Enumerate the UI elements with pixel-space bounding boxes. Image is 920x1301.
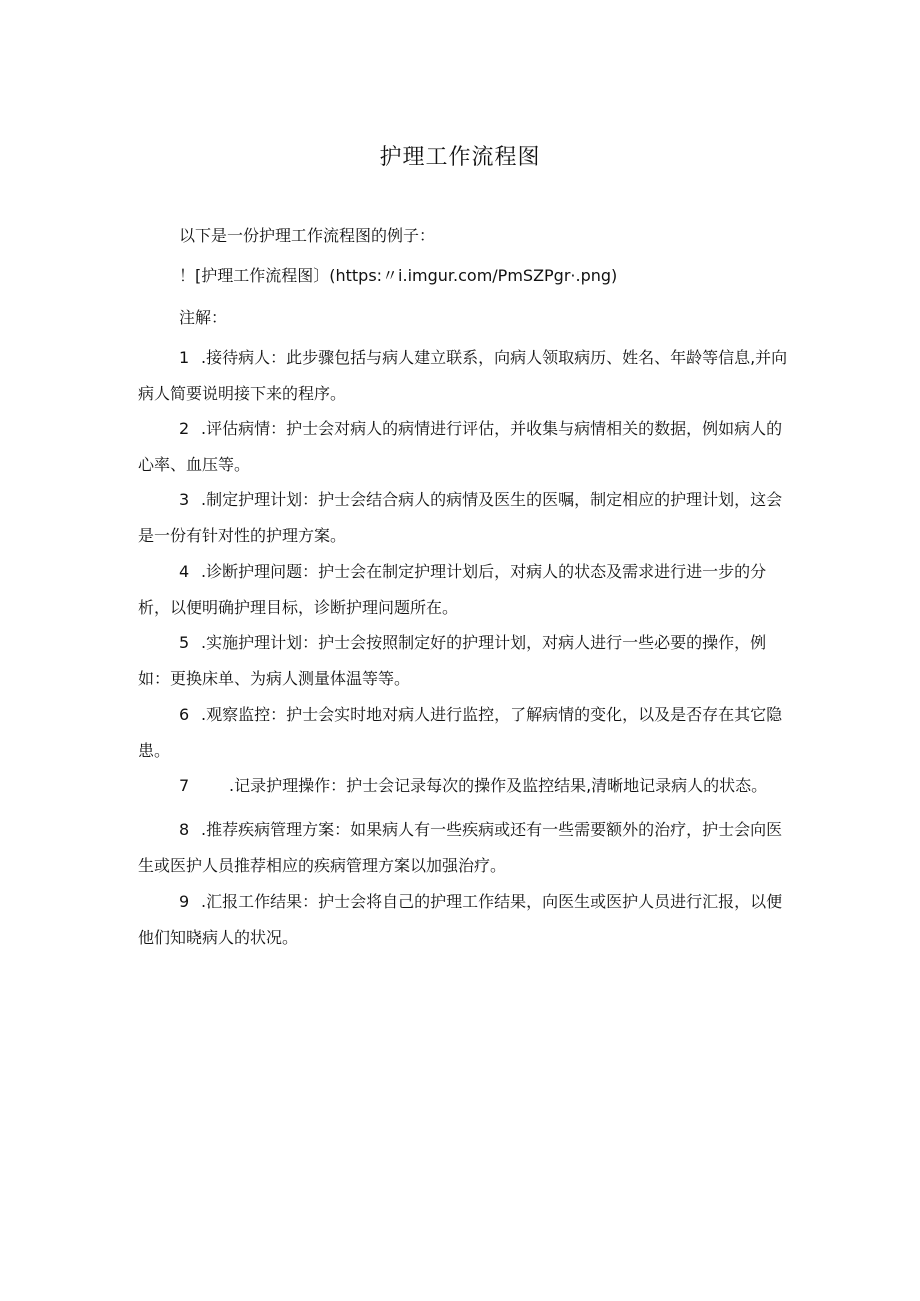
list-item-number: 6	[179, 705, 190, 724]
list-item-text: .制定护理计划：护士会结合病人的病情及医生的医嘱，制定相应的护理计划，这会是一份有针对性的护理方案。	[138, 490, 783, 545]
list-item-number: 2	[179, 419, 190, 438]
list-item-text: .记录护理操作：护士会记录每次的操作及监控结果,清晰地记录病人的状态。	[229, 776, 768, 795]
list-item	[138, 768, 798, 804]
list-item-text: .评估病情：护士会对病人的病情进行评估，并收集与病情相关的数据，例如病人的心率、血压等。	[138, 419, 783, 474]
list-item-number: 1	[179, 348, 190, 367]
list-item	[138, 697, 798, 769]
list-item-number: 8	[179, 820, 190, 839]
document-title: 护理工作流程图	[379, 145, 541, 170]
list-item-text: .观察监控：护士会实时地对病人进行监控，了解病情的变化，以及是否存在其它隐患。	[138, 705, 783, 760]
list-item	[138, 554, 798, 626]
list-item-number: 5	[179, 633, 190, 652]
image-link-text: ！[护理工作流程图〕(https:〃i.imgur.com/PmSZPgr·.png)	[179, 266, 618, 285]
list-item-number: 7	[179, 776, 190, 795]
intro-text: 以下是一份护理工作流程图的例子：	[179, 226, 436, 245]
list-item-number: 4	[179, 562, 190, 581]
list-item	[138, 625, 798, 697]
list-item-number: 3	[179, 490, 190, 509]
list-item-text: .推荐疾病管理方案：如果病人有一些疾病或还有一些需要额外的治疗，护士会向医生或医护人员推荐相应的疾病管理方案以加强治疗。	[138, 820, 783, 875]
list-item-number: 9	[179, 892, 190, 911]
list-item-text: .实施护理计划：护士会按照制定好的护理计划，对病人进行一些必要的操作，例如：更换床单、为病人测量体温等等。	[138, 633, 767, 688]
list-item	[138, 411, 798, 483]
list-item-text: .汇报工作结果：护士会将自己的护理工作结果，向医生或医护人员进行汇报，以便他们知晓病人的状况。	[138, 892, 783, 947]
list-item	[138, 340, 798, 412]
list-item	[138, 884, 798, 956]
list-item-text: .诊断护理问题：护士会在制定护理计划后，对病人的状态及需求进行进一步的分析，以便明确护理目标，诊断护理问题所在。	[138, 562, 767, 617]
notes-label: 注解：	[179, 308, 228, 327]
list-item-text: .接待病人：此步骤包括与病人建立联系，向病人领取病历、姓名、年龄等信息,并向病人简要说明接下来的程序。	[138, 348, 788, 403]
list-item	[138, 812, 798, 884]
list-item	[138, 482, 798, 554]
